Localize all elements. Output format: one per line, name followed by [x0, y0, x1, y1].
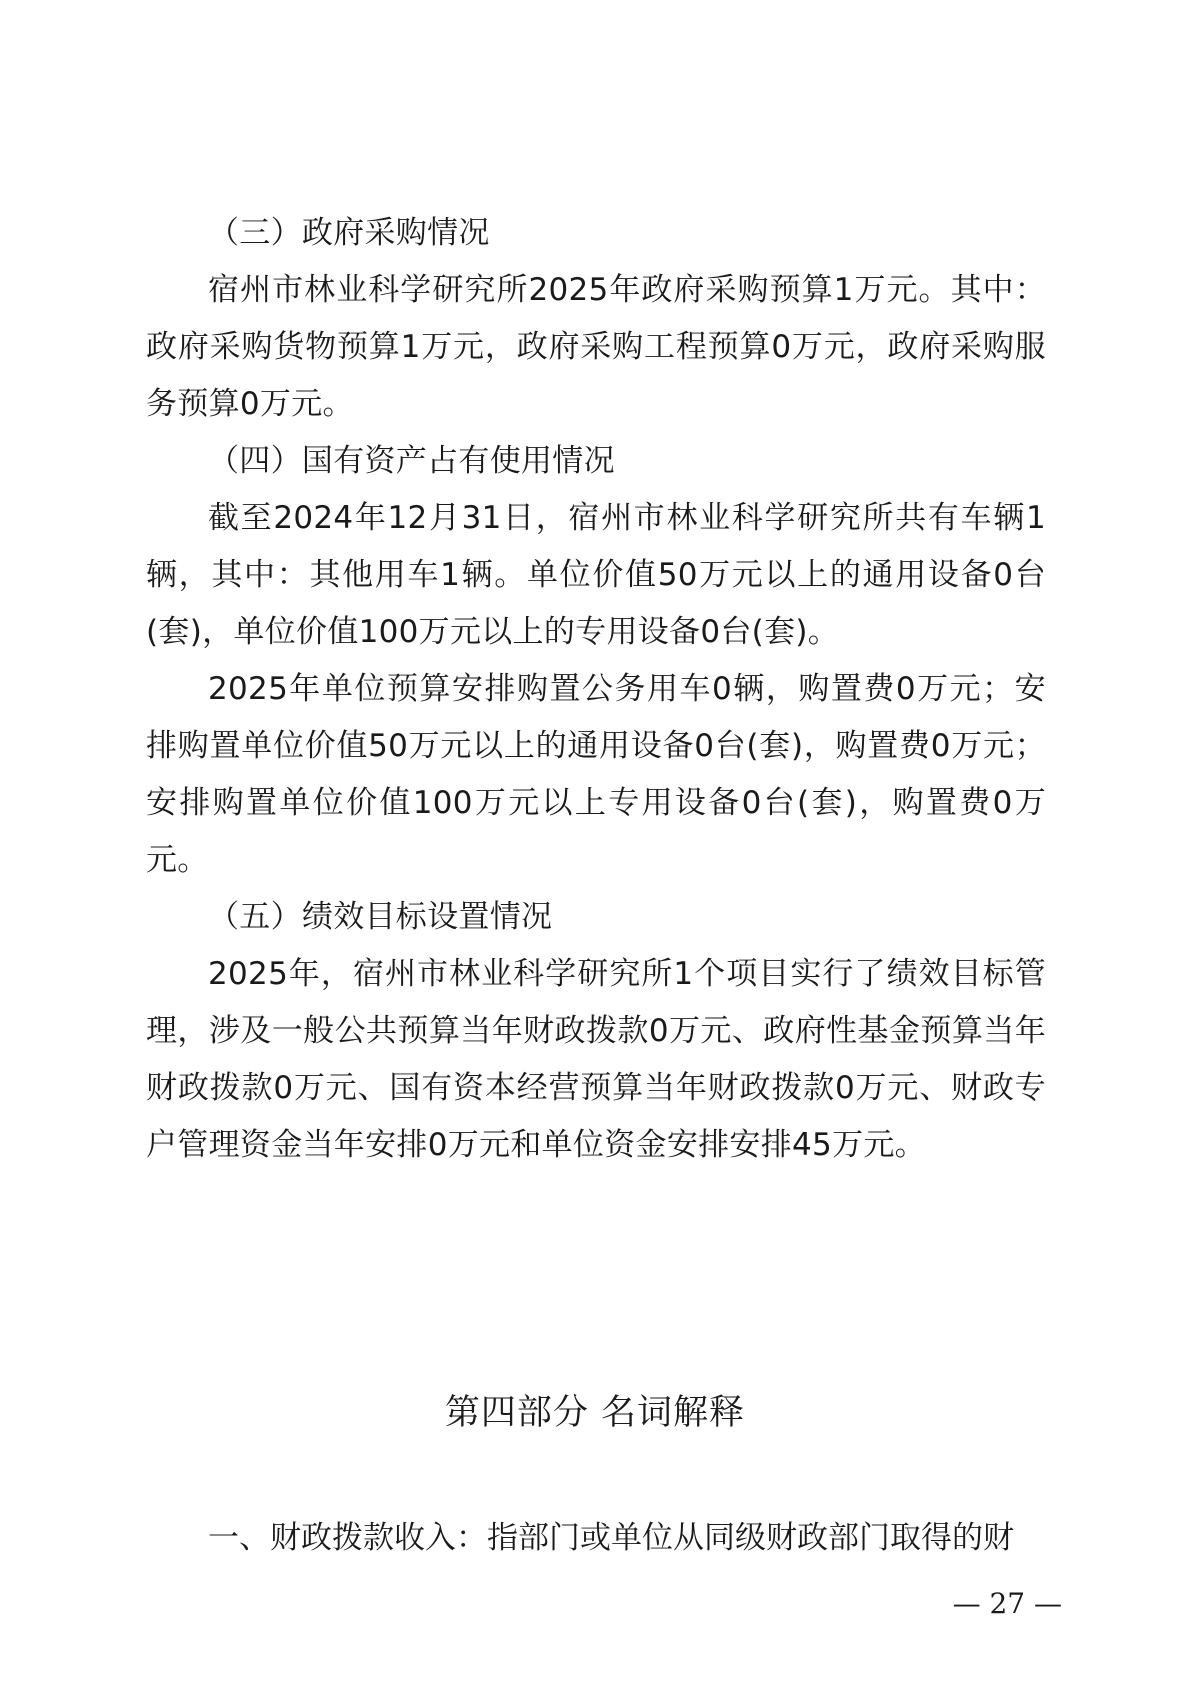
page-number: — 27 —: [952, 1587, 1062, 1620]
section-heading-procurement: （三）政府采购情况: [208, 215, 490, 251]
paragraph-assets-purchase: 2025年单位预算安排购置公务用车0辆，购置费0万元；安排购置单位价值50万元以上的通用设备0台(套)，购置费0万元；安排购置单位价值100万元以上专用设备0台(套)，购置费0万元。: [146, 671, 1046, 878]
definition-fiscal-appropriation: 一、财政拨款收入：指部门或单位从同级财政部门取得的财: [208, 1520, 1014, 1556]
section-heading-performance: （五）绩效目标设置情况: [208, 899, 553, 935]
paragraph-procurement: 宿州市林业科学研究所2025年政府采购预算1万元。其中：政府采购货物预算1万元，政府采购工程预算0万元，政府采购服务预算0万元。: [146, 272, 1046, 422]
paragraph-assets-holding: 截至2024年12月31日，宿州市林业科学研究所共有车辆1辆，其中：其他用车1辆。单位价值50万元以上的通用设备0台(套)，单位价值100万元以上的专用设备0台(套)。: [146, 500, 1046, 650]
body-text: [146, 205, 1046, 1174]
part-title: 第四部分 名词解释: [444, 1393, 746, 1433]
paragraph-performance: 2025年，宿州市林业科学研究所1个项目实行了绩效目标管理，涉及一般公共预算当年财政拨款0万元、政府性基金预算当年财政拨款0万元、国有资本经营预算当年财政拨款0万元、财政专户管理资金当年安排0万元和单位资金安排安排45万元。: [146, 956, 1046, 1163]
section-heading-assets: （四）国有资产占有使用情况: [208, 443, 615, 479]
